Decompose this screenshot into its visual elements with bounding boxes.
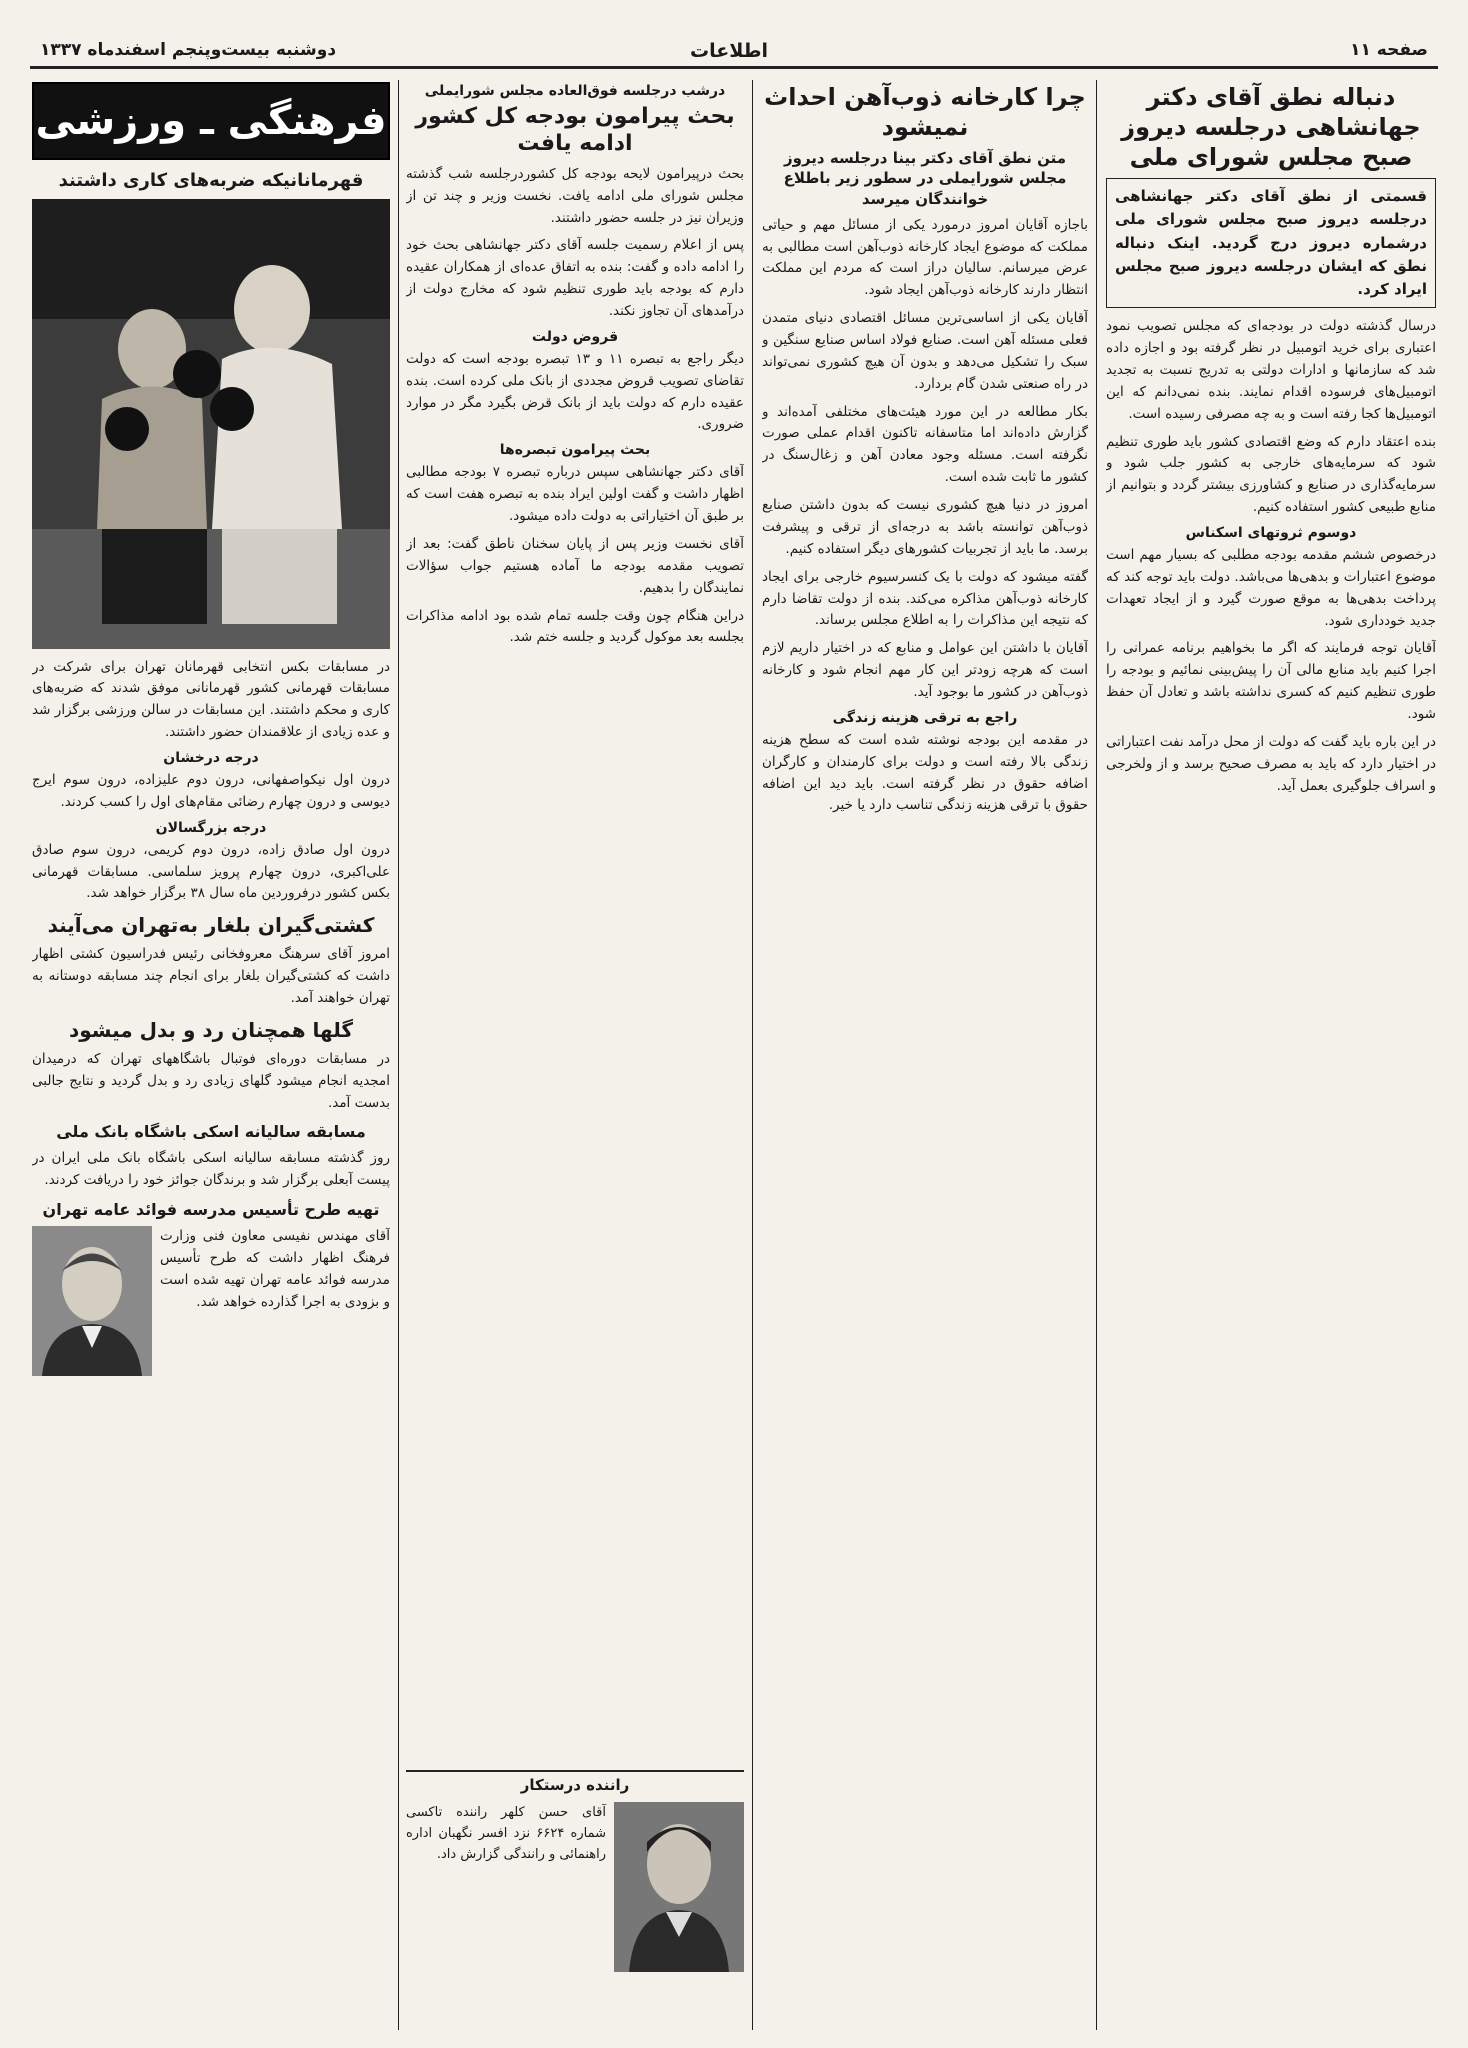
paper-name: اطلاعات	[690, 40, 769, 62]
headline: کشتی‌گیران بلغار به‌تهران می‌آیند	[47, 913, 375, 938]
paragraph: در این باره باید گفت که دولت از محل درآمد نفت اعتباراتی در اختیار دارد که باید به مصرف صحیح برسد و از ولخرجی و اسراف جلوگیری بعمل آید.	[1106, 733, 1436, 794]
driver-box-content	[406, 1802, 744, 1972]
kicker: درشب درجلسه فوق‌العاده مجلس شورایملی	[424, 83, 726, 99]
nafisi-portrait	[32, 1226, 152, 1376]
headline: دنباله نطق آقای دکتر جهانشاهی درجلسه دیروز صبح مجلس شورای ملی	[1121, 83, 1421, 171]
paragraph: آقایان یکی از اساسی‌ترین مسائل اقتصادی دنیای متمدن فعلی مسئله آهن است. صنایع فولاد اساس صنایع سنگین و سبک را تشکیل می‌دهد و بدون آن هیچ کشوری نمی‌تواند در راه صنعتی شدن گام بردارد.	[762, 310, 1088, 392]
paragraph: امروز در دنیا هیچ کشوری نیست که بدون داشتن صنایع ذوب‌آهن توانسته باشد به درجه‌ای از ترقی و پیشرفت برسد. ما باید از تجربیات کشورهای دیگر استفاده کنیم.	[762, 497, 1088, 557]
paragraph: بکار مطالعه در این مورد هیئت‌های مختلفی آمده‌اند و گزارش داده‌اند اما متاسفانه تاکنون اقدام عملی صورت نگرفته است. مسئله وجود معادن آهن و زغال‌سنگ در کشور ما ثابت شده است.	[762, 403, 1088, 486]
page-number: صفحه ۱۱	[1350, 40, 1428, 60]
section-heading: راجع به ترقی هزینه زندگی	[832, 709, 1018, 726]
paragraph: آقای دکتر جهانشاهی سپس درباره تبصره ۷ بودجه مطالبی اظهار داشت و گفت اولین ایراد بنده به تبصره هفت است که بر طبق آن اختیاراتی به دولت داده میشود.	[406, 464, 744, 525]
article-steel-mill	[762, 82, 1088, 2032]
paragraph: بنده اعتقاد دارم که وضع اقتصادی کشور باید طوری تنظیم شود که سرمایه‌های خارجی به کشور جلب شود و سرمایه‌گذاری در صنایع و کشاورزی بیشتر گردد و بتوانیم از منابع طبیعی کشور استفاده کنیم.	[1106, 433, 1436, 516]
headline: مسابقه سالیانه اسکی باشگاه بانک ملی	[56, 1122, 366, 1142]
paragraph: درسال گذشته دولت در بودجه‌ای که مجلس تصویب نمود اعتباری برای خرید اتومبیل در نظر گرفته بود و اجازه داده شد که سازمانها و ادارات دولتی به تدریج نسبت به تجدید اتومبیل‌های فرسوده اقدام نمایند. بنده نمی‌دانم که این اتومبیل‌ها کجا رفته است و به چه مصرفی رسیده است.	[1106, 318, 1436, 422]
section-heading: درجه بزرگسالان	[155, 819, 267, 836]
issue-date: دوشنبه بیست‌وپنجم اسفندماه ۱۳۳۷	[40, 40, 337, 60]
paragraph: پس از اعلام رسمیت جلسه آقای دکتر جهانشاهی بحث خود را ادامه داده و گفت: بنده به اتفاق عده‌ای از همکاران عقیده دارم که بودجه باید طوری تنظیم شود که مخارج دولت از درآمدهای آن تجاوز نکند.	[406, 237, 744, 320]
paragraph: درون اول صادق زاده، درون دوم کریمی، درون سوم صادق علی‌اکبری، درون چهارم پرویز سلماسی. مسابقات قهرمانی بکس کشور درفروردین ماه سال ۳۸ برگزار خواهد شد.	[32, 841, 390, 902]
school-item	[32, 1226, 390, 1376]
paragraph: امروز آقای سرهنگ معروفخانی رئیس فدراسیون کشتی اظهار داشت که کشتی‌گیران بلغار برای انجام چند مسابقه دوستانه به تهران خواهند آمد.	[32, 946, 390, 1006]
paragraph: آقایان با داشتن این عوامل و منابع که در اختیار داریم لازم است که هرچه زودتر این کار مهم انجام شود و کارخانه ذوب‌آهن در کشور ما بوجود آید.	[762, 640, 1088, 700]
paragraph: درون اول نیکواصفهانی، درون دوم علیزاده، درون سوم ایرج دیوسی و درون چهارم رضائی مقام‌های اول را کسب کردند.	[32, 771, 390, 810]
headline: قهرمانانیکه ضربه‌های کاری داشتند	[58, 170, 364, 191]
boxing-illustration	[32, 199, 390, 649]
headline: بحث پیرامون بودجه کل کشور ادامه یافت	[415, 103, 735, 157]
section-heading: درجه درخشان	[163, 749, 259, 766]
paragraph: باجازه آقایان امروز درمورد یکی از مسائل مهم و حیاتی مملکت که موضوع ایجاد کارخانه ذوب‌آهن است مطالبی به عرض میرسانم. سالیان دراز است که مردم این مملکت انتظار دارند کارخانه ذوب‌آهن ایجاد شود.	[762, 216, 1088, 299]
portrait-illustration	[614, 1802, 744, 1972]
paragraph: آقای مهندس نفیسی معاون فنی وزارت فرهنگ اظهار داشت که طرح تأسیس مدرسه فوائد عامه تهران تهیه شده است و بزودی به اجرا گذارده خواهد شد.	[160, 1228, 390, 1310]
boxing-photo	[32, 199, 390, 649]
driver-box	[406, 1770, 744, 2032]
paragraph: در مقدمه این بودجه نوشته شده است که سطح هزینه زندگی بالا رفته است و دولت برای کارمندان و کارگران اضافه حقوق در نظر گرفته است. باید دید این اضافه حقوق با ترقی هزینه زندگی تناسب دارد یا خیر.	[762, 731, 1088, 814]
sports-section	[32, 82, 390, 2032]
headline: تهیه طرح تأسیس مدرسه فوائد عامه تهران	[42, 1200, 380, 1220]
column-divider	[398, 80, 399, 2030]
paragraph: گفته میشود که دولت با یک کنسرسیوم خارجی برای ایجاد کارخانه ذوب‌آهن مذاکره می‌کند. بنده از دولت تقاضا دارم که نتیجه این مذاکرات را به اطلاع مجلس برساند.	[762, 568, 1088, 629]
paragraph: آقای نخست وزیر پس از پایان سخنان ناطق گفت: بعد از تصویب مقدمه بودجه ما آماده هستیم جواب سؤالات نمایندگان را بدهیم.	[406, 535, 744, 596]
portrait-illustration	[32, 1226, 152, 1376]
paragraph: درخصوص ششم مقدمه بودجه مطلبی که بسیار مهم است موضوع اعتبارات و بدهی‌ها می‌باشد. دولت باید توجه کند که پرداخت بدهی‌ها به موقع صورت گیرد و از ایجاد تعهدات جدید خودداری شود.	[1106, 546, 1436, 629]
lead-box	[1106, 178, 1436, 308]
paragraph: روز گذشته مسابقه سالیانه اسکی باشگاه بانک ملی ایران در پیست آبعلی برگزار شد و برندگان جوائز خود را دریافت کردند.	[32, 1150, 390, 1189]
column-divider	[1096, 80, 1097, 2030]
section-heading: بحث پیرامون تبصره‌ها	[499, 442, 651, 459]
article-jahanshahi	[1106, 82, 1436, 2032]
subheadline: متن نطق آقای دکتر بینا درجلسه دیروز مجلس شورایملی در سطور زیر باطلاع خوانندگان میرسد	[783, 149, 1067, 208]
article-budget-debate	[406, 82, 744, 2032]
headline: گلها همچنان رد و بدل میشود	[68, 1017, 354, 1042]
lead-text: قسمتی از نطق آقای دکتر جهانشاهی درجلسه دیروز صبح مجلس شورای ملی درشماره دیروز درج گردید. اینک دنباله نطق که ایشان درجلسه دیروز صبح مجلس ایراد کرد.	[1115, 187, 1427, 298]
section-heading: قروض دولت	[531, 328, 619, 345]
driver-caption: آقای حسن کلهر راننده تاکسی شماره ۶۶۲۴ نزد افسر نگهبان اداره راهنمائی و رانندگی گزارش داد.	[406, 1805, 607, 1863]
section-heading: دوسوم ثروتهای اسکناس	[1185, 524, 1357, 541]
paragraph: دراین هنگام چون وقت جلسه تمام شده بود ادامه مذاکرات بجلسه بعد موکول گردید و جلسه ختم شد.	[406, 607, 744, 646]
section-banner: فرهنگی ـ ورزشی	[32, 82, 390, 160]
headline: چرا کارخانه ذوب‌آهن احداث نمیشود	[764, 83, 1086, 141]
driver-portrait	[614, 1802, 744, 1972]
paragraph: دیگر راجع به تبصره ۱۱ و ۱۳ تبصره بودجه است که دولت تقاضای تصویب قروض مجددی از بانک ملی کرده است. بنده عقیده دارم که دولت باید از بانک قرض بگیرد مگر در موارد ضروری.	[406, 350, 744, 433]
paragraph: در مسابقات دوره‌ای فوتبال باشگاههای تهران که درمیدان امجدیه انجام میشود گلهای زیادی رد و بدل گردید و نتایج جالبی بدست آمد.	[32, 1050, 390, 1111]
box-title: راننده درستکار	[520, 1776, 630, 1794]
paragraph: آقایان توجه فرمایند که اگر ما بخواهیم برنامه عمرانی را اجرا کنیم باید منابع مالی آن را پیش‌بینی نمائیم و بودجه را طوری تنظیم کنیم که کسری نداشته باشد و تعادل آن حفظ شود.	[1106, 640, 1436, 722]
paragraph: در مسابقات بکس انتخابی قهرمانان تهران برای شرکت در مسابقات قهرمانی کشور قهرمانانی موفق شدند که ضربه‌های کاری و محکم داشتند. این مسابقات در سالن ورزشی برگزار شد و عده زیادی از علاقمندان حضور داشتند.	[32, 658, 390, 741]
paragraph: بحث درپیرامون لایحه بودجه کل کشوردرجلسه شب گذشته مجلس شورای ملی ادامه یافت. نخست وزیر و چند تن از وزیران نیز در جلسه حضور داشتند.	[406, 165, 744, 226]
masthead-rule	[30, 66, 1438, 69]
column-divider	[752, 80, 753, 2030]
